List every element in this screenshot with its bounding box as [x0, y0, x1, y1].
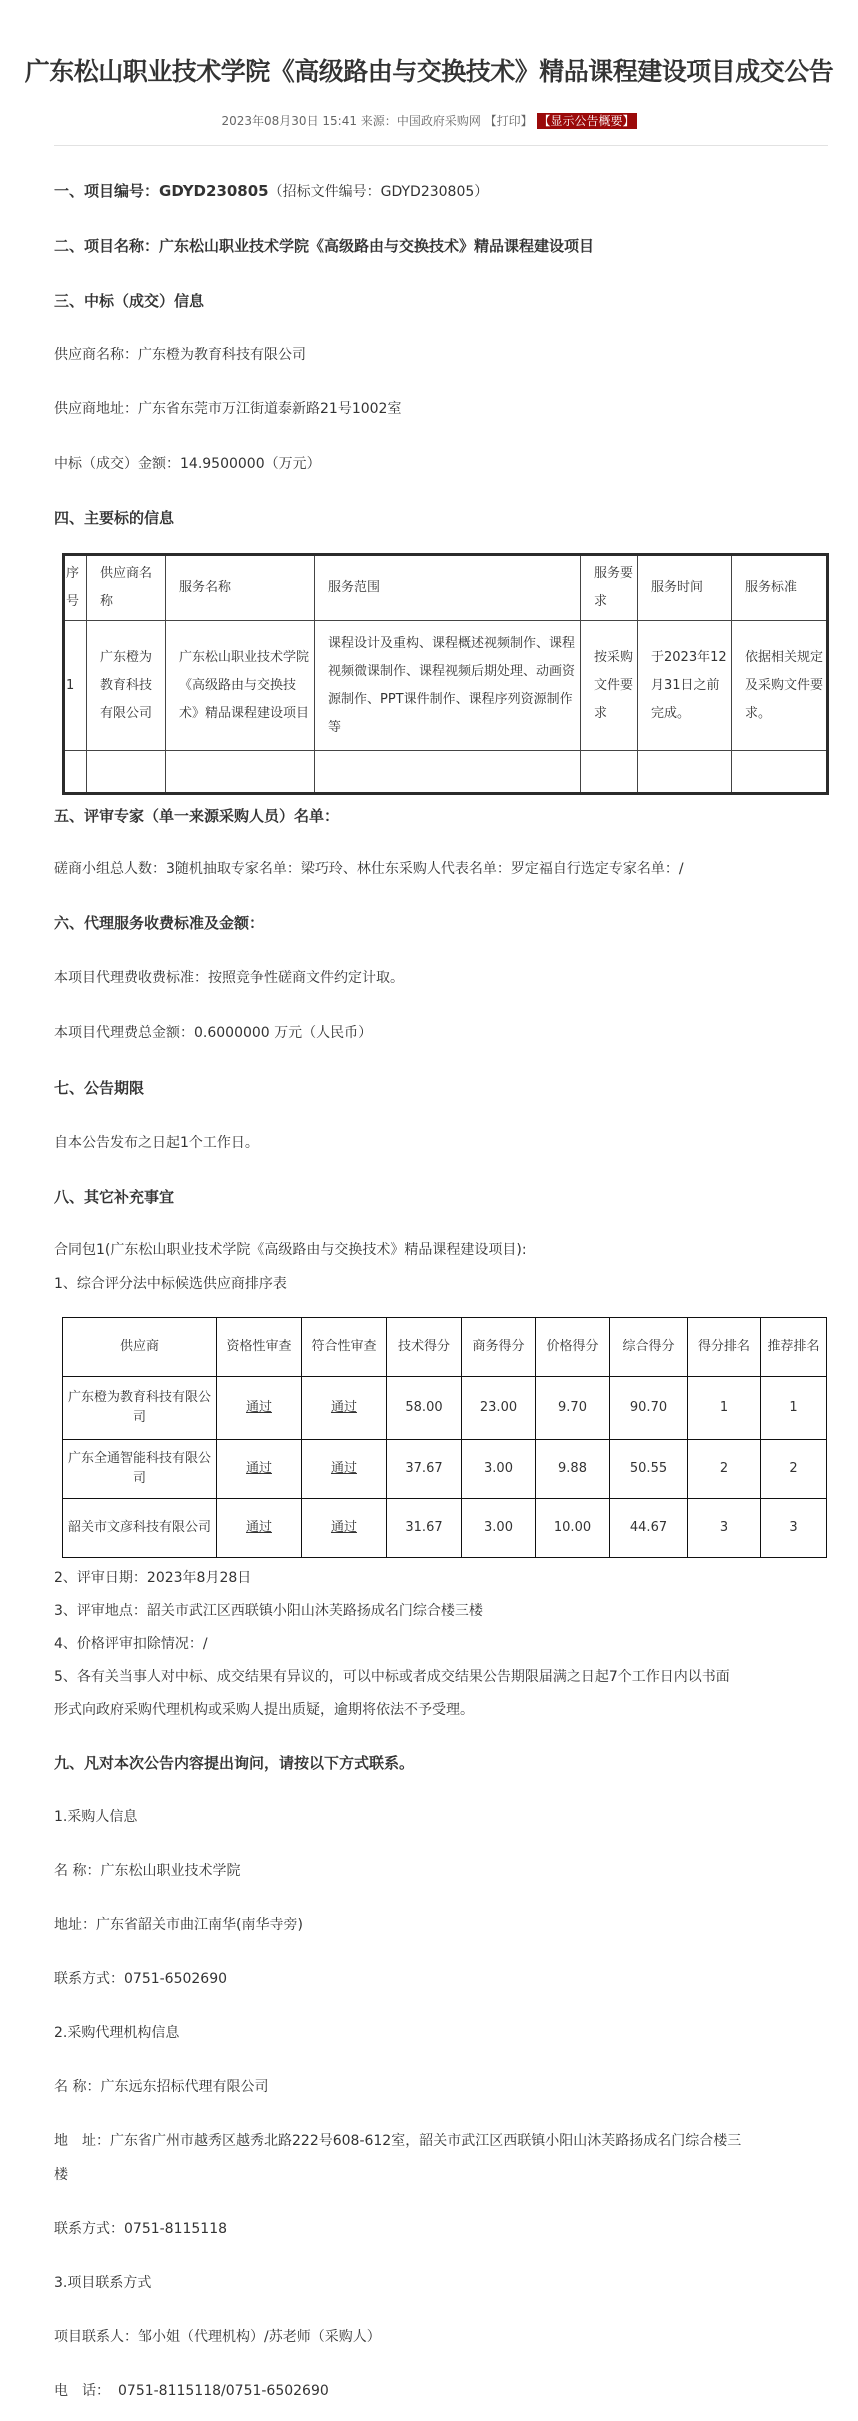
section-5-title: 五、评审专家（单一来源采购人员）名单：	[54, 807, 340, 825]
project-contact-title: 3.项目联系方式	[54, 2275, 152, 2291]
header-cell: 服务名称	[166, 555, 315, 621]
technical-score-cell: 37.67	[387, 1440, 462, 1499]
agency-info-title: 2.采购代理机构信息	[54, 2025, 180, 2041]
table-row	[63, 1440, 827, 1499]
header-cell: 价格得分	[536, 1318, 610, 1377]
header-cell: 服务时间	[638, 555, 732, 621]
recommend-rank-cell: 2	[761, 1440, 827, 1499]
price-score-cell: 9.70	[536, 1377, 610, 1440]
agency-contact: 联系方式：0751-8115118	[54, 2221, 228, 2237]
section-3-title: 三、中标（成交）信息	[54, 292, 205, 310]
header-cell: 服务标准	[732, 555, 828, 621]
contract-package: 合同包1(广东松山职业技术学院《高级路由与交换技术》精品课程建设项目):	[54, 1242, 527, 1258]
table-cell: 课程设计及重构、课程概述视频制作、课程视频微课制作、课程视频后期处理、动画资源制作、PPT课件制作、课程序列资源制作等	[315, 621, 581, 751]
section-6-title: 六、代理服务收费标准及金额：	[54, 914, 265, 932]
objection-notice-line1: 5、各有关当事人对中标、成交结果有异议的，可以中标或者成交结果公告期限届满之日起7个工作日内以书面	[54, 1669, 730, 1685]
qualification-cell: 通过	[217, 1377, 302, 1440]
show-summary-button[interactable]: 【显示公告概要】	[538, 114, 635, 128]
total-score-cell: 90.70	[610, 1377, 688, 1440]
table-cell: 广东橙为教育科技有限公司	[87, 621, 166, 751]
price-deduction: 4、价格评审扣除情况：/	[54, 1636, 208, 1652]
table-empty-row	[64, 751, 828, 794]
supplier-cell: 广东全通智能科技有限公司	[63, 1440, 217, 1499]
total-score-cell: 44.67	[610, 1499, 688, 1558]
table-row	[63, 1377, 827, 1440]
table-cell: 于2023年12月31日之前完成。	[638, 621, 732, 751]
section-2-project-name: 二、项目名称：广东松山职业技术学院《高级路由与交换技术》精品课程建设项目	[54, 237, 595, 255]
project-phone	[54, 2380, 329, 2400]
purchaser-name: 名 称：广东松山职业技术学院	[54, 1863, 241, 1879]
header-cell: 资格性审查	[217, 1318, 302, 1377]
header-cell: 符合性审查	[302, 1318, 387, 1377]
agency-fee-total: 本项目代理费总金额：0.6000000 万元（人民币）	[54, 1025, 373, 1041]
section-1-project-number	[54, 180, 488, 201]
supplier-address: 供应商地址：广东省东莞市万江街道泰新路21号1002室	[54, 401, 402, 417]
announcement-period: 自本公告发布之日起1个工作日。	[54, 1135, 259, 1151]
table-row	[63, 1499, 827, 1558]
purchaser-address: 地址：广东省韶关市曲江南华(南华寺旁)	[54, 1917, 303, 1933]
table-header-row	[64, 555, 828, 621]
review-location: 3、评审地点：韶关市武江区西联镇小阳山沐芙路扬成名门综合楼三楼	[54, 1603, 483, 1619]
supplier-cell: 韶关市文彦科技有限公司	[63, 1499, 217, 1558]
header-cell: 技术得分	[387, 1318, 462, 1377]
review-panel-text: 磋商小组总人数：3随机抽取专家名单：梁巧玲、林仕东采购人代表名单：罗定福自行选定专家名单：/	[54, 861, 684, 877]
purchaser-contact: 联系方式：0751-6502690	[54, 1971, 228, 1987]
section-7-title: 七、公告期限	[54, 1079, 145, 1097]
conformity-cell: 通过	[302, 1499, 387, 1558]
project-number-label: 一、项目编号：	[54, 182, 160, 200]
recommend-rank-cell: 3	[761, 1499, 827, 1558]
header-cell: 供应商	[63, 1318, 217, 1377]
score-rank-cell: 1	[688, 1377, 761, 1440]
header-divider	[54, 145, 828, 146]
score-rank-cell: 3	[688, 1499, 761, 1558]
section-8-title: 八、其它补充事宜	[54, 1188, 175, 1206]
project-contact-person: 项目联系人：邹小姐（代理机构）/苏老师（采购人）	[54, 2329, 381, 2345]
phone-label: 电 话：	[54, 2383, 110, 2399]
business-score-cell: 3.00	[462, 1499, 536, 1558]
phone-number: 0751-8115118/0751-6502690	[118, 2383, 329, 2399]
table-row	[64, 621, 828, 751]
score-rank-cell: 2	[688, 1440, 761, 1499]
recommend-rank-cell: 1	[761, 1377, 827, 1440]
agency-address-line1: 地 址：广东省广州市越秀区越秀北路222号608-612室，韶关市武江区西联镇小阳山沐芙路扬成名门综合楼三	[54, 2133, 742, 2149]
header-cell: 综合得分	[610, 1318, 688, 1377]
header-cell: 序号	[64, 555, 87, 621]
price-score-cell: 9.88	[536, 1440, 610, 1499]
total-score-cell: 50.55	[610, 1440, 688, 1499]
conformity-cell: 通过	[302, 1440, 387, 1499]
header-cell: 供应商名称	[87, 555, 166, 621]
source-name: 中国政府采购网	[396, 114, 481, 128]
conformity-cell: 通过	[302, 1377, 387, 1440]
source-label: 来源：	[360, 114, 397, 128]
technical-score-cell: 31.67	[387, 1499, 462, 1558]
award-amount: 中标（成交）金额：14.9500000（万元）	[54, 456, 321, 472]
article-meta	[0, 112, 858, 129]
supplier-name: 供应商名称：广东橙为教育科技有限公司	[54, 347, 306, 363]
print-link[interactable]: 【打印】	[484, 114, 533, 128]
technical-score-cell: 58.00	[387, 1377, 462, 1440]
table-cell: 依据相关规定及采购文件要求。	[732, 621, 828, 751]
tender-doc-number: （招标文件编号：GDYD230805）	[268, 184, 489, 200]
header-cell: 商务得分	[462, 1318, 536, 1377]
agency-address-line2: 楼	[54, 2167, 68, 2183]
business-score-cell: 3.00	[462, 1440, 536, 1499]
header-cell: 得分排名	[688, 1318, 761, 1377]
header-cell: 服务要求	[581, 555, 638, 621]
business-score-cell: 23.00	[462, 1377, 536, 1440]
table-header-row	[63, 1318, 827, 1377]
review-date: 2、评审日期：2023年8月28日	[54, 1570, 252, 1586]
qualification-cell: 通过	[217, 1440, 302, 1499]
section-4-title: 四、主要标的信息	[54, 509, 175, 527]
candidate-ranking-table	[62, 1317, 827, 1558]
section-9-title: 九、凡对本次公告内容提出询问，请按以下方式联系。	[54, 1754, 415, 1772]
header-cell: 推荐排名	[761, 1318, 827, 1377]
supplier-cell: 广东橙为教育科技有限公司	[63, 1377, 217, 1440]
table-cell: 1	[64, 621, 87, 751]
table-cell: 广东松山职业技术学院《高级路由与交换技术》精品课程建设项目	[166, 621, 315, 751]
page-title: 广东松山职业技术学院《高级路由与交换技术》精品课程建设项目成交公告	[24, 57, 834, 86]
project-number: GDYD230805	[159, 182, 269, 200]
publish-datetime: 2023年08月30日 15:41	[221, 114, 357, 128]
header-cell: 服务范围	[315, 555, 581, 621]
purchaser-info-title: 1.采购人信息	[54, 1809, 138, 1825]
subject-info-table	[62, 553, 829, 795]
agency-fee-standard: 本项目代理费收费标准：按照竞争性磋商文件约定计取。	[54, 970, 404, 986]
price-score-cell: 10.00	[536, 1499, 610, 1558]
objection-notice-line2: 形式向政府采购代理机构或采购人提出质疑，逾期将依法不予受理。	[54, 1702, 474, 1718]
qualification-cell: 通过	[217, 1499, 302, 1558]
agency-name: 名 称：广东远东招标代理有限公司	[54, 2079, 269, 2095]
table-cell: 按采购文件要求	[581, 621, 638, 751]
ranking-table-caption: 1、综合评分法中标候选供应商排序表	[54, 1276, 287, 1292]
